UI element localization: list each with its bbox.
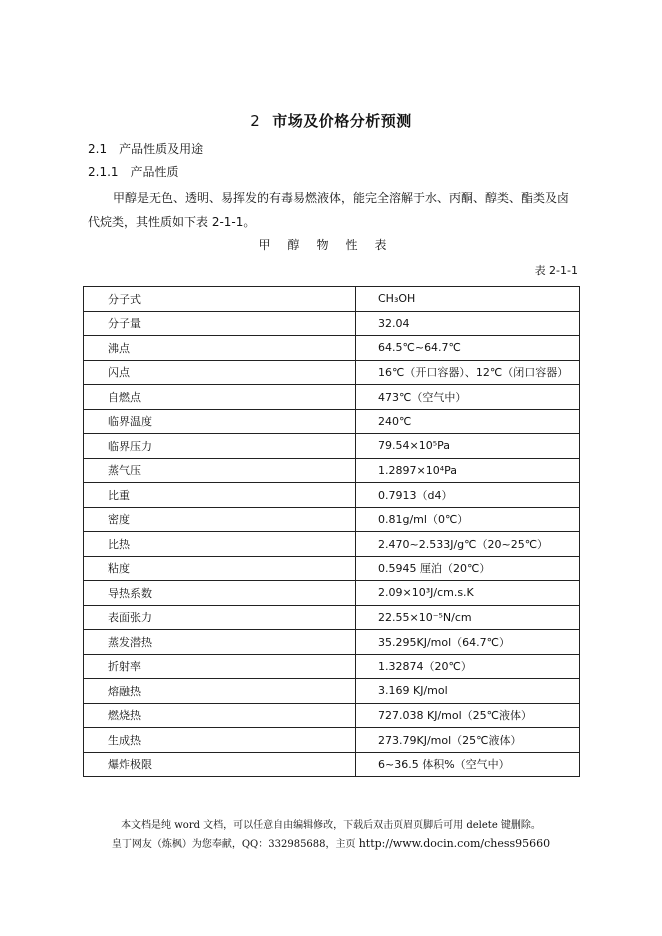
table-row <box>84 434 580 459</box>
table-caption: 甲醇物性表 <box>258 238 404 252</box>
property-value: 0.5945 厘泊（20℃） <box>356 556 580 581</box>
property-value: 2.09×10³J/cm.s.K <box>356 581 580 606</box>
property-value: 0.81g/ml（0℃） <box>356 507 580 532</box>
table-row <box>84 654 580 679</box>
property-value: 240℃ <box>356 409 580 434</box>
property-name: 分子量 <box>84 311 356 336</box>
table-row <box>84 409 580 434</box>
table-row <box>84 458 580 483</box>
table-row <box>84 581 580 606</box>
property-value: 1.32874（20℃） <box>356 654 580 679</box>
property-name: 表面张力 <box>84 605 356 630</box>
intro-paragraph: 甲醇是无色、透明、易挥发的有毒易燃液体，能完全溶解于水、丙酮、醇类、酯类及卤代烷类，其性质如下表 2-1-1。 <box>88 191 570 229</box>
property-name: 比重 <box>84 483 356 508</box>
table-row <box>84 311 580 336</box>
property-value: 2.470~2.533J/g℃（20~25℃） <box>356 532 580 557</box>
property-value: 3.169 KJ/mol <box>356 679 580 704</box>
property-name: 沸点 <box>84 336 356 361</box>
property-value: 35.295KJ/mol（64.7℃） <box>356 630 580 655</box>
property-name: 蒸气压 <box>84 458 356 483</box>
property-value: CH₃OH <box>356 287 580 312</box>
table-row <box>84 385 580 410</box>
property-name: 闪点 <box>84 360 356 385</box>
table-row <box>84 507 580 532</box>
property-name: 粘度 <box>84 556 356 581</box>
table-row <box>84 360 580 385</box>
table-row <box>84 336 580 361</box>
property-value: 64.5℃~64.7℃ <box>356 336 580 361</box>
property-name: 蒸发潜热 <box>84 630 356 655</box>
footer-line-2 <box>0 835 662 854</box>
property-value: 22.55×10⁻⁵N/cm <box>356 605 580 630</box>
chapter-title: 市场及价格分析预测 <box>272 112 412 130</box>
page-title <box>0 110 662 131</box>
property-name: 燃烧热 <box>84 703 356 728</box>
property-name: 折射率 <box>84 654 356 679</box>
table-row <box>84 287 580 312</box>
table-row <box>84 630 580 655</box>
section-heading-2-1: 2.1 产品性质及用途 <box>88 142 204 156</box>
table-row <box>84 728 580 753</box>
table-row <box>84 605 580 630</box>
table-row <box>84 679 580 704</box>
table-row <box>84 752 580 777</box>
property-name: 生成热 <box>84 728 356 753</box>
property-value: 273.79KJ/mol（25℃液体） <box>356 728 580 753</box>
property-value: 1.2897×10⁴Pa <box>356 458 580 483</box>
property-name: 临界温度 <box>84 409 356 434</box>
property-value: 32.04 <box>356 311 580 336</box>
footer-line-1: 本文档是纯 word 文档，可以任意自由编辑修改，下载后双击页眉页脚后可用 delete 键删除。 <box>121 820 541 831</box>
property-name: 自燃点 <box>84 385 356 410</box>
property-value: 473℃（空气中） <box>356 385 580 410</box>
footer <box>0 817 662 854</box>
footer-contact: 皇丁网友（炼枫）为您奉献，QQ：332985688，主页 <box>111 839 356 850</box>
table-row <box>84 532 580 557</box>
property-name: 导热系数 <box>84 581 356 606</box>
property-value: 727.038 KJ/mol（25℃液体） <box>356 703 580 728</box>
table-row <box>84 703 580 728</box>
chapter-number: 2 <box>250 112 261 130</box>
property-name: 比热 <box>84 532 356 557</box>
property-name: 爆炸极限 <box>84 752 356 777</box>
property-value: 16℃（开口容器）、12℃（闭口容器） <box>356 360 580 385</box>
properties-table <box>83 286 580 777</box>
footer-url-link[interactable]: http://www.docin.com/chess95660 <box>358 837 551 850</box>
table-row <box>84 556 580 581</box>
property-name: 密度 <box>84 507 356 532</box>
property-name: 分子式 <box>84 287 356 312</box>
table-label: 表 2-1-1 <box>534 264 578 277</box>
section-heading-2-1-1: 2.1.1 产品性质 <box>88 165 179 179</box>
property-value: 6~36.5 体积%（空气中） <box>356 752 580 777</box>
property-name: 熔融热 <box>84 679 356 704</box>
table-row <box>84 483 580 508</box>
property-value: 79.54×10⁵Pa <box>356 434 580 459</box>
property-name: 临界压力 <box>84 434 356 459</box>
property-value: 0.7913（d4） <box>356 483 580 508</box>
